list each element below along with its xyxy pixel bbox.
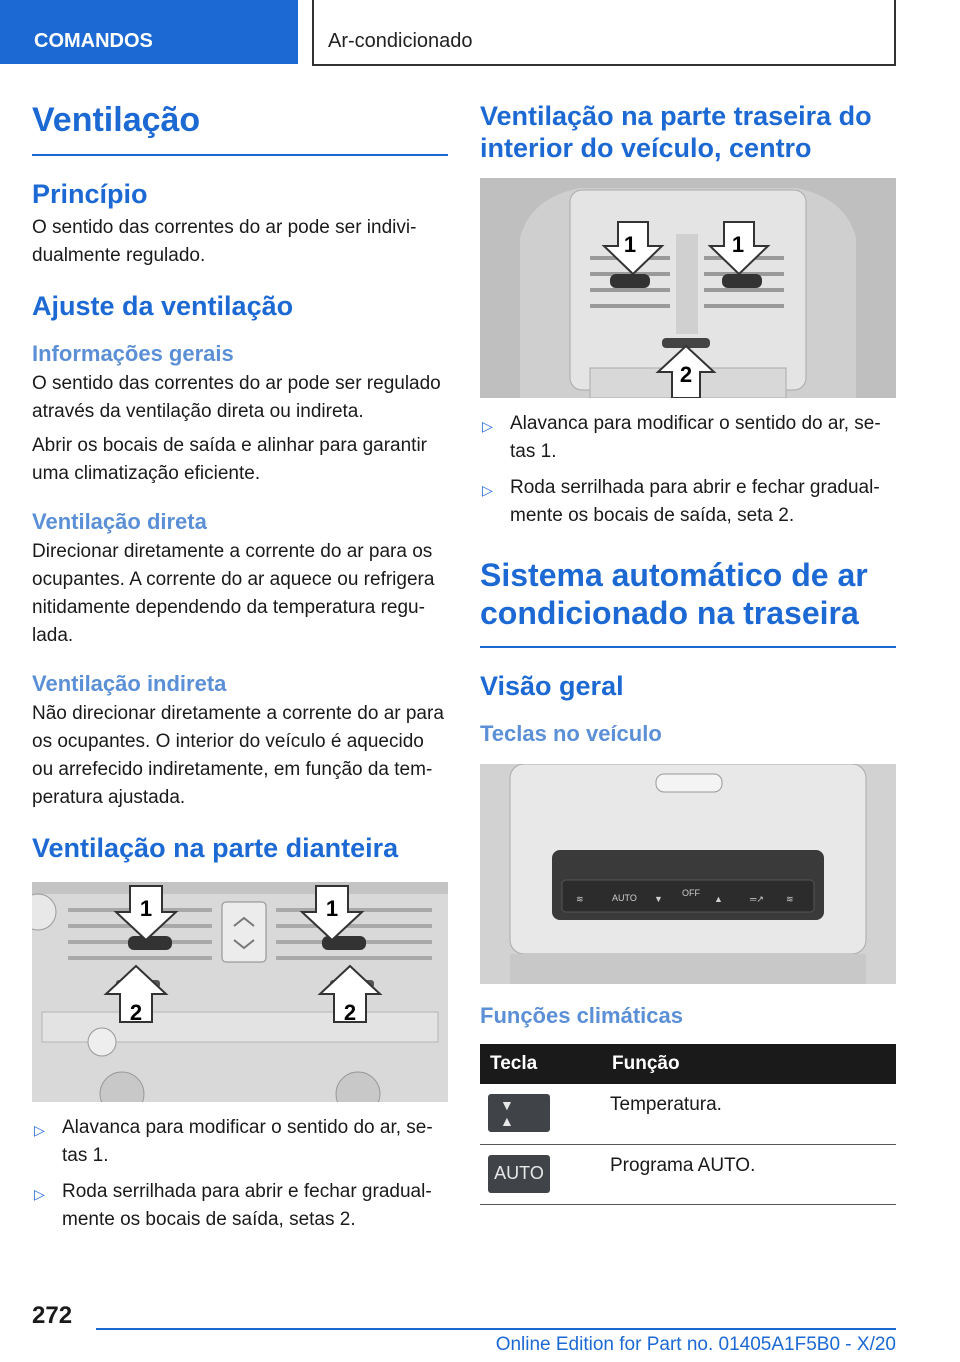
front-heading: Ventilação na parte dianteira (32, 833, 399, 863)
keys-heading: Teclas no veículo (480, 721, 662, 746)
principle-text: O sentido das correntes do ar pode ser individualmente regulado. (32, 217, 417, 266)
front-label-2b: 2 (343, 1000, 357, 1025)
panel-seat-heat-icon: ≋ (576, 894, 584, 904)
front-label-2a: 2 (129, 1000, 143, 1025)
right-column (480, 100, 896, 1205)
indirect-heading: Ventilação indireta (32, 671, 227, 696)
triangle-bullet-icon: ▷ (482, 482, 493, 498)
triangle-bullet-icon: ▷ (34, 1122, 45, 1138)
function-cell: Temperatura. (602, 1084, 896, 1144)
panel-seat-heat-right-icon: ≋ (786, 894, 794, 904)
table-row (480, 1144, 896, 1204)
panel-off-label: OFF (682, 888, 700, 898)
list-item: ▷ Roda serrilhada para abrir e fechar gradualmente os bocais de saída, setas 2. (34, 1181, 432, 1230)
left-column (32, 100, 448, 1242)
general-text-2: Abrir os bocais de saída e alinhar para garantir uma climatização eficiente. (32, 435, 428, 484)
indirect-text: Não direcionar diretamente a corrente do ar para os ocupantes. O interior do veículo é aquecido ou arrefecido indiretamente, em função da temperatura ajustada. (32, 703, 444, 808)
function-cell: Programa AUTO. (602, 1144, 896, 1204)
section-tab: COMANDOS (0, 0, 298, 64)
list-item: ▷ Alavanca para modificar o sentido do ar, setas 1. (482, 413, 881, 462)
direct-text: Direcionar diretamente a corrente do ar para os ocupantes. A corrente do ar aquece ou refrigera nitidamente dependendo da temperatura regulada. (32, 541, 435, 646)
column-header-key: Tecla (480, 1044, 602, 1084)
auto-ac-title: Sistema automático de ar condicionado na traseira (480, 556, 896, 648)
table-row (480, 1084, 896, 1144)
footer-divider (96, 1328, 896, 1330)
front-label-1b: 1 (325, 896, 339, 921)
overview-heading: Visão geral (480, 671, 624, 701)
front-list (32, 1114, 448, 1234)
rear-vents-heading: Ventilação na parte traseira do interior do veículo, centro (480, 101, 872, 163)
triangle-bullet-icon: ▷ (34, 1186, 45, 1202)
principle-heading: Princípio (32, 179, 148, 209)
rear-label-2: 2 (679, 362, 693, 387)
page-title: Ventilação (32, 100, 448, 156)
rear-label-1a: 1 (623, 232, 637, 257)
triangle-bullet-icon: ▷ (482, 418, 493, 434)
temperature-arrows-icon: ▼ ▲ (488, 1094, 550, 1132)
rear-panel-figure (480, 764, 896, 984)
chapter-title: Ar-condicionado (312, 0, 896, 66)
panel-airflow-icon: ═↗ (750, 894, 764, 904)
functions-heading: Funções climáticas (480, 1003, 683, 1028)
column-header-function: Função (602, 1044, 896, 1084)
panel-temp-down-icon: ▼ (654, 894, 663, 904)
adjust-heading: Ajuste da ventilação (32, 291, 294, 321)
front-label-1a: 1 (139, 896, 153, 921)
list-item: ▷ Roda serrilhada para abrir e fechar gradualmente os bocais de saída, seta 2. (482, 477, 880, 526)
panel-temp-up-icon: ▲ (714, 894, 723, 904)
general-heading: Informações gerais (32, 341, 234, 366)
page-number: 272 (32, 1302, 73, 1329)
functions-table (480, 1044, 896, 1205)
rear-list (480, 410, 896, 530)
panel-auto-label: AUTO (612, 893, 637, 903)
auto-key-icon: AUTO (488, 1155, 550, 1193)
rear-label-1b: 1 (731, 232, 745, 257)
list-item: ▷ Alavanca para modificar o sentido do ar, setas 1. (34, 1117, 433, 1166)
direct-heading: Ventilação direta (32, 509, 207, 534)
front-vents-figure (32, 882, 448, 1102)
footer-edition: Online Edition for Part no. 01405A1F5B0 - X/20 (495, 1334, 896, 1355)
general-text-1: O sentido das correntes do ar pode ser regulado através da ventilação direta ou indireta. (32, 373, 441, 422)
rear-vents-figure (480, 178, 896, 398)
